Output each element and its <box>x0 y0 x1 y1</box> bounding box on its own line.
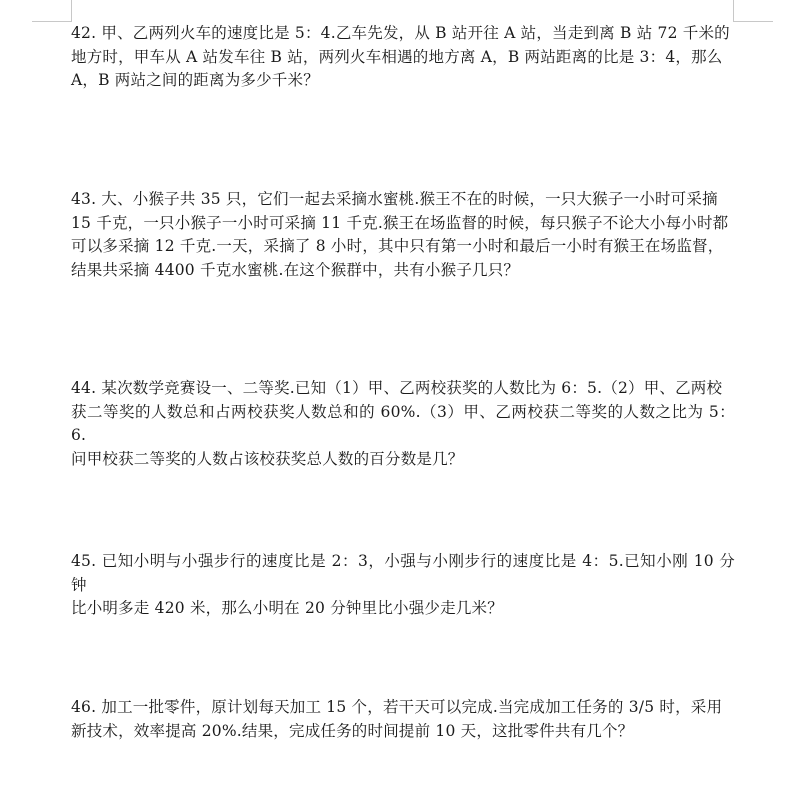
crop-mark-right-vertical <box>733 0 734 22</box>
question-42 <box>71 22 735 93</box>
question-line: 42. 甲、乙两列火车的速度比是 5：4.乙车先发，从 B 站开往 A 站，当走到离 B 站 72 千米的 <box>71 24 730 42</box>
crop-mark-left-horizontal <box>32 21 72 22</box>
question-43 <box>71 188 735 282</box>
question-line: A，B 两站之间的距离为多少千米？ <box>71 71 319 89</box>
question-44 <box>71 377 735 471</box>
crop-mark-right-horizontal <box>733 21 773 22</box>
question-45 <box>71 550 735 621</box>
question-line: 46. 加工一批零件，原计划每天加工 15 个，若干天可以完成.当完成加工任务的 3/5 时，采用 <box>71 698 723 716</box>
question-line: 44. 某次数学竞赛设一、二等奖.已知（1）甲、乙两校获奖的人数比为 6：5.（2）甲、乙两校 <box>71 379 723 397</box>
question-46 <box>71 696 735 743</box>
question-line: 地方时，甲车从 A 站发车往 B 站，两列火车相遇的地方离 A，B 两站距离的比是 3：4，那么 <box>71 47 723 66</box>
question-line: 结果共采摘 4400 千克水蜜桃.在这个猴群中，共有小猴子几只？ <box>71 260 520 279</box>
question-line: 比小明多走 420 米，那么小明在 20 分钟里比小强少走几米？ <box>71 599 503 617</box>
question-line: 可以多采摘 12 千克.一天，采摘了 8 小时，其中只有第一小时和最后一小时有猴王在场监督， <box>71 237 724 255</box>
question-line: 15 千克，一只小猴子一小时可采摘 11 千克.猴王在场监督的时候，每只猴子不论大小每小时都 <box>71 213 729 232</box>
question-line: 问甲校获二等奖的人数占该校获奖总人数的百分数是几？ <box>71 449 464 468</box>
question-line: 获二等奖的人数总和占两校获奖人数总和的 60%.（3）甲、乙两校获二等奖的人数之比为 5：6. <box>71 402 735 444</box>
question-line: 新技术，效率提高 20%.结果，完成任务的时间提前 10 天，这批零件共有几个？ <box>71 721 634 740</box>
question-line: 45. 已知小明与小强步行的速度比是 2：3，小强与小刚步行的速度比是 4：5.已知小刚 10 分钟 <box>71 552 735 594</box>
question-line: 43. 大、小猴子共 35 只，它们一起去采摘水蜜桃.猴王不在的时候，一只大猴子一小时可采摘 <box>71 190 718 208</box>
crop-mark-left-vertical <box>71 0 72 22</box>
